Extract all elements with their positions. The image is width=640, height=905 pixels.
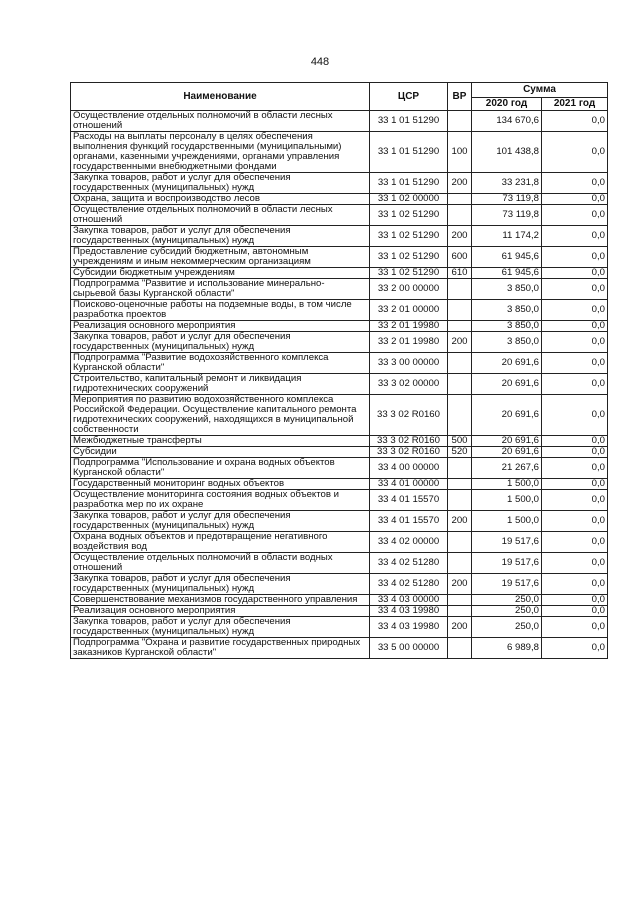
row-amount-2020: 250,0 xyxy=(472,606,542,617)
table-row xyxy=(71,436,608,447)
table-row xyxy=(71,111,608,132)
table-row xyxy=(71,490,608,511)
table-row xyxy=(71,638,608,659)
table-row xyxy=(71,226,608,247)
table-body xyxy=(71,111,608,659)
row-name: Предоставление субсидий бюджетным, автономным учреждениям и иным некоммерческим организациям xyxy=(71,247,370,268)
row-vr xyxy=(448,194,472,205)
row-name: Поисково-оценочные работы на подземные воды, в том числе разработка проектов xyxy=(71,300,370,321)
row-amount-2021: 0,0 xyxy=(542,479,608,490)
table-row xyxy=(71,173,608,194)
row-name: Осуществление мониторинга состояния водных объектов и разработка мер по их охране xyxy=(71,490,370,511)
row-amount-2020: 19 517,6 xyxy=(472,532,542,553)
row-amount-2020: 3 850,0 xyxy=(472,300,542,321)
row-vr xyxy=(448,353,472,374)
row-vr xyxy=(448,279,472,300)
table-row xyxy=(71,321,608,332)
row-amount-2021: 0,0 xyxy=(542,247,608,268)
row-name: Охрана, защита и воспроизводство лесов xyxy=(71,194,370,205)
table-row xyxy=(71,617,608,638)
row-amount-2021: 0,0 xyxy=(542,511,608,532)
row-name: Межбюджетные трансферты xyxy=(71,436,370,447)
row-name: Закупка товаров, работ и услуг для обеспечения государственных (муниципальных) нужд xyxy=(71,173,370,194)
row-csr: 33 2 01 19980 xyxy=(370,321,448,332)
row-amount-2021: 0,0 xyxy=(542,226,608,247)
row-amount-2020: 11 174,2 xyxy=(472,226,542,247)
row-amount-2021: 0,0 xyxy=(542,595,608,606)
row-amount-2020: 21 267,6 xyxy=(472,458,542,479)
row-csr: 33 2 00 00000 xyxy=(370,279,448,300)
row-vr: 610 xyxy=(448,268,472,279)
row-csr: 33 1 01 51290 xyxy=(370,111,448,132)
row-amount-2020: 250,0 xyxy=(472,595,542,606)
row-csr: 33 3 02 00000 xyxy=(370,374,448,395)
row-amount-2021: 0,0 xyxy=(542,490,608,511)
row-amount-2020: 250,0 xyxy=(472,617,542,638)
row-amount-2020: 61 945,6 xyxy=(472,247,542,268)
row-csr: 33 1 02 00000 xyxy=(370,194,448,205)
table-row xyxy=(71,353,608,374)
row-vr xyxy=(448,374,472,395)
row-amount-2021: 0,0 xyxy=(542,395,608,436)
table-row xyxy=(71,247,608,268)
row-name: Осуществление отдельных полномочий в области лесных отношений xyxy=(71,205,370,226)
row-amount-2020: 3 850,0 xyxy=(472,321,542,332)
table-row xyxy=(71,511,608,532)
row-amount-2021: 0,0 xyxy=(542,111,608,132)
row-amount-2020: 20 691,6 xyxy=(472,374,542,395)
row-vr: 200 xyxy=(448,226,472,247)
row-name: Подпрограмма "Развитие и использование минерально-сырьевой базы Курганской области" xyxy=(71,279,370,300)
row-vr xyxy=(448,638,472,659)
row-csr: 33 4 01 00000 xyxy=(370,479,448,490)
row-amount-2020: 61 945,6 xyxy=(472,268,542,279)
row-vr: 200 xyxy=(448,332,472,353)
table-row xyxy=(71,606,608,617)
row-vr xyxy=(448,205,472,226)
row-vr xyxy=(448,479,472,490)
row-name: Подпрограмма "Использование и охрана водных объектов Курганской области" xyxy=(71,458,370,479)
row-vr: 200 xyxy=(448,511,472,532)
table-row xyxy=(71,194,608,205)
row-csr: 33 1 02 51290 xyxy=(370,268,448,279)
row-name: Реализация основного мероприятия xyxy=(71,606,370,617)
row-vr: 200 xyxy=(448,574,472,595)
row-amount-2020: 134 670,6 xyxy=(472,111,542,132)
row-name: Закупка товаров, работ и услуг для обеспечения государственных (муниципальных) нужд xyxy=(71,617,370,638)
row-amount-2020: 19 517,6 xyxy=(472,574,542,595)
row-name: Расходы на выплаты персоналу в целях обеспечения выполнения функций государственными (муниципальными) органами, казенными учреждениями, органами управления государственными внебюджетными фондами xyxy=(71,132,370,173)
row-name: Совершенствование механизмов государственного управления xyxy=(71,595,370,606)
row-amount-2021: 0,0 xyxy=(542,458,608,479)
row-amount-2020: 3 850,0 xyxy=(472,279,542,300)
row-name: Осуществление отдельных полномочий в области лесных отношений xyxy=(71,111,370,132)
row-name: Закупка товаров, работ и услуг для обеспечения государственных (муниципальных) нужд xyxy=(71,226,370,247)
row-csr: 33 4 02 51280 xyxy=(370,553,448,574)
row-amount-2021: 0,0 xyxy=(542,606,608,617)
row-vr xyxy=(448,553,472,574)
row-amount-2020: 101 438,8 xyxy=(472,132,542,173)
row-vr xyxy=(448,321,472,332)
header-csr: ЦСР xyxy=(370,83,448,111)
row-amount-2020: 20 691,6 xyxy=(472,447,542,458)
row-amount-2021: 0,0 xyxy=(542,638,608,659)
row-amount-2021: 0,0 xyxy=(542,194,608,205)
row-csr: 33 1 02 51290 xyxy=(370,205,448,226)
table-row xyxy=(71,300,608,321)
row-amount-2020: 73 119,8 xyxy=(472,205,542,226)
header-sum: Сумма xyxy=(472,83,608,98)
row-vr xyxy=(448,490,472,511)
row-csr: 33 4 03 19980 xyxy=(370,617,448,638)
row-name: Закупка товаров, работ и услуг для обеспечения государственных (муниципальных) нужд xyxy=(71,332,370,353)
row-name: Государственный мониторинг водных объектов xyxy=(71,479,370,490)
row-csr: 33 2 01 19980 xyxy=(370,332,448,353)
row-csr: 33 4 03 19980 xyxy=(370,606,448,617)
header-year-2020: 2020 год xyxy=(472,98,542,111)
table-row xyxy=(71,332,608,353)
row-amount-2021: 0,0 xyxy=(542,321,608,332)
row-csr: 33 1 02 51290 xyxy=(370,247,448,268)
table-row xyxy=(71,574,608,595)
row-name: Осуществление отдельных полномочий в области водных отношений xyxy=(71,553,370,574)
row-csr: 33 4 02 51280 xyxy=(370,574,448,595)
row-name: Закупка товаров, работ и услуг для обеспечения государственных (муниципальных) нужд xyxy=(71,574,370,595)
row-amount-2020: 3 850,0 xyxy=(472,332,542,353)
row-name: Субсидии бюджетным учреждениям xyxy=(71,268,370,279)
row-vr: 520 xyxy=(448,447,472,458)
table-row xyxy=(71,447,608,458)
row-amount-2021: 0,0 xyxy=(542,374,608,395)
row-csr: 33 3 02 R0160 xyxy=(370,395,448,436)
row-amount-2021: 0,0 xyxy=(542,132,608,173)
table-row xyxy=(71,395,608,436)
row-name: Подпрограмма "Развитие водохозяйственного комплекса Курганской области" xyxy=(71,353,370,374)
row-amount-2021: 0,0 xyxy=(542,574,608,595)
row-vr: 200 xyxy=(448,173,472,194)
table-row xyxy=(71,279,608,300)
row-vr xyxy=(448,606,472,617)
row-amount-2020: 6 989,8 xyxy=(472,638,542,659)
row-name: Субсидии xyxy=(71,447,370,458)
header-vr: ВР xyxy=(448,83,472,111)
table-row xyxy=(71,532,608,553)
row-amount-2020: 1 500,0 xyxy=(472,479,542,490)
row-amount-2020: 33 231,8 xyxy=(472,173,542,194)
table-row xyxy=(71,268,608,279)
row-csr: 33 1 01 51290 xyxy=(370,173,448,194)
table-row xyxy=(71,553,608,574)
row-csr: 33 5 00 00000 xyxy=(370,638,448,659)
row-name: Охрана водных объектов и предотвращение негативного воздействия вод xyxy=(71,532,370,553)
row-amount-2021: 0,0 xyxy=(542,617,608,638)
row-name: Реализация основного мероприятия xyxy=(71,321,370,332)
row-amount-2020: 73 119,8 xyxy=(472,194,542,205)
row-amount-2021: 0,0 xyxy=(542,268,608,279)
row-amount-2020: 20 691,6 xyxy=(472,353,542,374)
row-amount-2020: 1 500,0 xyxy=(472,490,542,511)
row-amount-2021: 0,0 xyxy=(542,279,608,300)
row-csr: 33 4 03 00000 xyxy=(370,595,448,606)
table-row xyxy=(71,458,608,479)
table-row xyxy=(71,595,608,606)
row-csr: 33 1 01 51290 xyxy=(370,132,448,173)
row-amount-2020: 20 691,6 xyxy=(472,395,542,436)
row-vr: 100 xyxy=(448,132,472,173)
row-amount-2021: 0,0 xyxy=(542,532,608,553)
header-year-2021: 2021 год xyxy=(542,98,608,111)
row-amount-2021: 0,0 xyxy=(542,436,608,447)
row-amount-2021: 0,0 xyxy=(542,205,608,226)
row-amount-2021: 0,0 xyxy=(542,353,608,374)
row-csr: 33 3 02 R0160 xyxy=(370,436,448,447)
row-vr: 600 xyxy=(448,247,472,268)
row-csr: 33 3 02 R0160 xyxy=(370,447,448,458)
table-row xyxy=(71,479,608,490)
row-vr xyxy=(448,300,472,321)
table-row xyxy=(71,205,608,226)
row-csr: 33 4 01 15570 xyxy=(370,490,448,511)
header-name: Наименование xyxy=(71,83,370,111)
row-vr xyxy=(448,395,472,436)
row-name: Закупка товаров, работ и услуг для обеспечения государственных (муниципальных) нужд xyxy=(71,511,370,532)
row-amount-2021: 0,0 xyxy=(542,300,608,321)
row-csr: 33 4 02 00000 xyxy=(370,532,448,553)
budget-table xyxy=(70,82,608,659)
row-csr: 33 3 00 00000 xyxy=(370,353,448,374)
row-vr xyxy=(448,532,472,553)
row-amount-2021: 0,0 xyxy=(542,173,608,194)
row-vr xyxy=(448,111,472,132)
row-vr: 200 xyxy=(448,617,472,638)
table-header xyxy=(71,83,608,111)
row-amount-2020: 20 691,6 xyxy=(472,436,542,447)
row-amount-2021: 0,0 xyxy=(542,553,608,574)
row-name: Строительство, капитальный ремонт и ликвидация гидротехнических сооружений xyxy=(71,374,370,395)
row-name: Мероприятия по развитию водохозяйственного комплекса Российской Федерации. Осуществление капитального ремонта гидротехнических сооружений, находящихся в муниципальной собственности xyxy=(71,395,370,436)
row-vr xyxy=(448,458,472,479)
row-csr: 33 4 01 15570 xyxy=(370,511,448,532)
row-csr: 33 1 02 51290 xyxy=(370,226,448,247)
table-row xyxy=(71,132,608,173)
row-name: Подпрограмма "Охрана и развитие государственных природных заказников Курганской области" xyxy=(71,638,370,659)
row-csr: 33 2 01 00000 xyxy=(370,300,448,321)
row-vr xyxy=(448,595,472,606)
row-amount-2021: 0,0 xyxy=(542,332,608,353)
row-amount-2020: 19 517,6 xyxy=(472,553,542,574)
row-csr: 33 4 00 00000 xyxy=(370,458,448,479)
page-number: 448 xyxy=(310,56,330,68)
row-amount-2020: 1 500,0 xyxy=(472,511,542,532)
row-amount-2021: 0,0 xyxy=(542,447,608,458)
row-vr: 500 xyxy=(448,436,472,447)
table-row xyxy=(71,374,608,395)
